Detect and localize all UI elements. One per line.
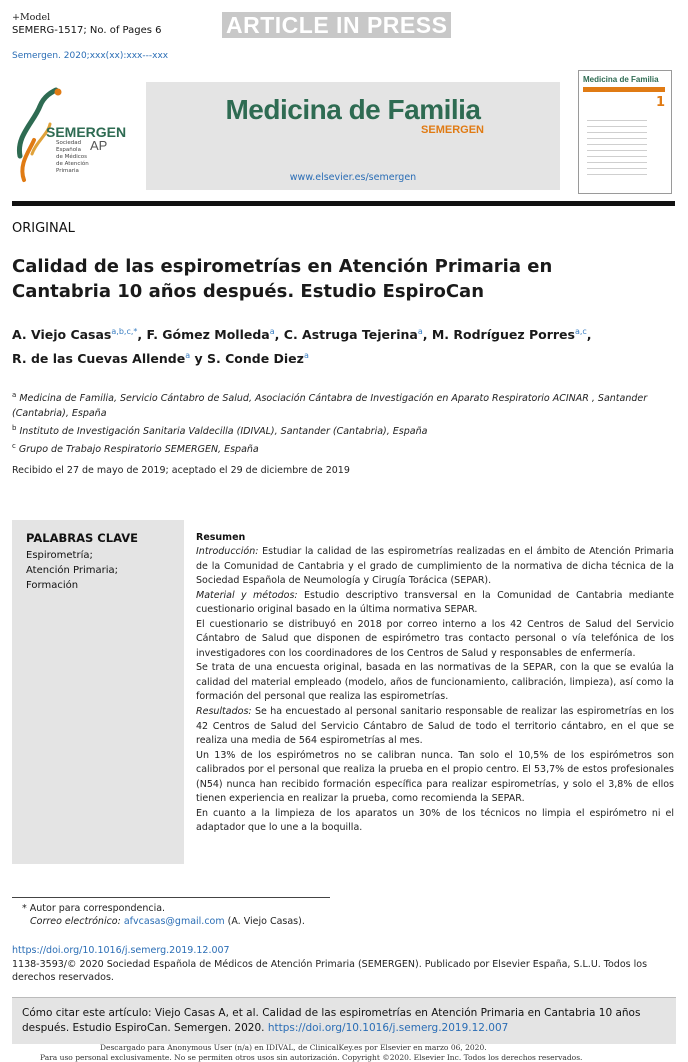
abstract-paragraph: Introducción: Estudiar la calidad de las espirometrías realizadas en el ámbito de Atención Primaria de la Comunidad de Cantabria y el grado de cumplimiento de la normativa de dicha técnica de la Sociedad Española de Neumología y Cirugía Torácica (SEPAR). [196,546,674,587]
semergen-logo [12,84,140,190]
doi-link[interactable]: https://doi.org/10.1016/j.semerg.2019.12.007 [12,945,230,956]
author-name: M. Rodríguez Porres [431,327,575,343]
abstract-paragraph: El cuestionario se distribuyó en 2018 por correo interno a los 42 Centros de Salud del Servicio Cántabro de Salud que disponen de espirómetro tras contacto personal o vía telefónica de los investigadores con los coordinadores de los Centros de Salud y responsables de enfermería. [196,618,674,659]
affiliation-item: $^b$ Instituto de Investigación Sanitaria Valdecilla (IDIVAL), Santander (Cantabria), España [12,424,428,438]
author-name: S. Conde Diez [206,351,304,367]
article-section: ORIGINAL [12,221,75,236]
download-notice: Descargado para Anonymous User (n/a) en IDIVAL, de ClinicalKey.es por Elsevier en marzo 06, 2020. [100,1043,487,1052]
journal-cover-thumbnail [578,70,672,194]
abstract-body [196,545,674,836]
abstract-heading: Resumen [196,532,246,543]
affiliation-item: $^c$ Grupo de Trabajo Respiratorio SEMERGEN, España [12,442,259,456]
author-list: A. Viejo Casas$^{a,b,c,*}$, F. Gómez Molleda$^a$, C. Astruga Tejerina$^a$, M. Rodríguez Porres$^{a,c}$, R. de las Cuevas Allende$^a$ y S. Conde Diez$^a$ [12,327,592,367]
keywords-heading: PALABRAS CLAVE [26,531,138,545]
abstract-paragraph: En cuanto a la limpieza de los aparatos un 30% de los técnicos no limpia el espirómetro ni el adaptador que lo une a la boquilla. [196,807,674,834]
affiliations [12,388,672,457]
article-title: Calidad de las espirometrías en Atención Primaria en Cantabria 10 años después. Estudio EspiroCan [12,256,553,302]
author-name: F. Gómez Molleda [146,327,270,343]
logo-society-text: Sociedad Española de Médicos de Atención Primaria [56,140,89,174]
journal-citation: Semergen. 2020;xxx(xx):xxx---xxx [12,51,169,61]
author-affil-link[interactable]: a [417,327,423,336]
abstract-paragraph: Material y métodos: Estudio descriptivo transversal en la Comunidad de Cantabria mediante cuestionario original basado en la última normativa SEPAR. [196,589,674,616]
footnote-rule [12,897,330,898]
logo-name: SEMERGEN [46,124,127,140]
model-label: +Model [12,12,51,23]
usage-notice: Para uso personal exclusivamente. No se permiten otros usos sin autorización. Copyright ©2020. Elsevier Inc. Todos los derechos reservados. [40,1053,583,1062]
author-name: A. Viejo Casas [12,327,112,343]
abstract-paragraph: Se trata de una encuesta original, basada en las normativas de la SEPAR, con la que se evalúa la calidad del material empleado (modelo, años de funcionamiento, calibración, limpieza), así como la formación del personal que realiza las espirometrías. [196,662,674,703]
author-affil-link[interactable]: a [303,351,309,361]
article-code: SEMERG-1517; No. of Pages 6 [12,25,162,36]
author-name: R. de las Cuevas Allende [12,351,186,367]
email-link[interactable]: afvcasas@gmail.com [123,916,225,927]
copyright-notice: 1138-3593/© 2020 Sociedad Española de Médicos de Atención Primaria (SEMERGEN). Publicado por Elsevier España, S.L.U. Todos los derechos reservados. [12,959,648,983]
header-rule [12,201,675,206]
cover-stripe [583,87,665,92]
journal-subtitle: SEMERGEN [421,124,484,136]
keyword-item: Atención Primaria; [26,565,118,576]
received-dates: Recibido el 27 de mayo de 2019; aceptado el 29 de diciembre de 2019 [12,465,350,476]
keywords-list [26,548,118,593]
article-in-press-banner: ARTICLE IN PRESS [222,12,451,38]
corresponding-author-note: * Autor para correspondencia. [22,903,166,914]
how-to-cite-text: Cómo citar este artículo: Viejo Casas A, et al. Calidad de las espirometrías en Atención Primaria en Cantabria 10 años después. Estudio EspiroCan. Semergen. 2020. https://doi.org/10.1016/j.semerg.2019.12.007 [22,1007,641,1034]
keyword-item: Formación [26,580,79,591]
email-footnote: Correo electrónico: afvcasas@gmail.com (A. Viejo Casas). [30,916,305,927]
affiliation-item: $^a$ Medicina de Familia, Servicio Cántabro de Salud, Asociación Cántabra de Investigación en Aparato Respiratorio ACINAR , Santander (Cantabria), España [12,391,648,420]
journal-banner [146,82,560,190]
logo-ap: AP [90,138,108,153]
cover-text-lines [587,115,647,175]
author-affil-link[interactable]: a [269,327,275,336]
author-affil-link[interactable]: a,b,c,* [111,327,138,336]
cover-number: 1 [655,95,665,110]
author-affil-link[interactable]: a [185,351,191,361]
keyword-item: Espirometría; [26,550,93,561]
cover-title: Medicina de Familia [583,75,659,84]
journal-title: Medicina de Familia [225,94,481,125]
author-affil-link[interactable]: a,c [574,327,587,336]
cite-doi-link[interactable]: https://doi.org/10.1016/j.semerg.2019.12.007 [267,1022,509,1034]
author-name: C. Astruga Tejerina [283,327,418,343]
abstract-paragraph: Un 13% de los espirómetros no se calibran nunca. Tan solo el 10,5% de los espirómetros son calibrados por el personal que realiza la prueba en el propio centro. El 53,7% de estos profesionales (N54) nunca han recibido formación específica para realizar espirometrías, y solo el 3,8% de ellos tienen experiencia en realizar la prueba, como recomienda la SEPAR. [196,749,674,805]
journal-url-link[interactable]: www.elsevier.es/semergen [289,172,417,183]
abstract-paragraph: Resultados: Se ha encuestado al personal sanitario responsable de realizar las espirometrías en los 42 Centros de Salud del Servicio Cántabro de Salud de todo el territorio cántabro, en el que se realiza una media de 564 espirometrías al mes. [196,706,674,747]
